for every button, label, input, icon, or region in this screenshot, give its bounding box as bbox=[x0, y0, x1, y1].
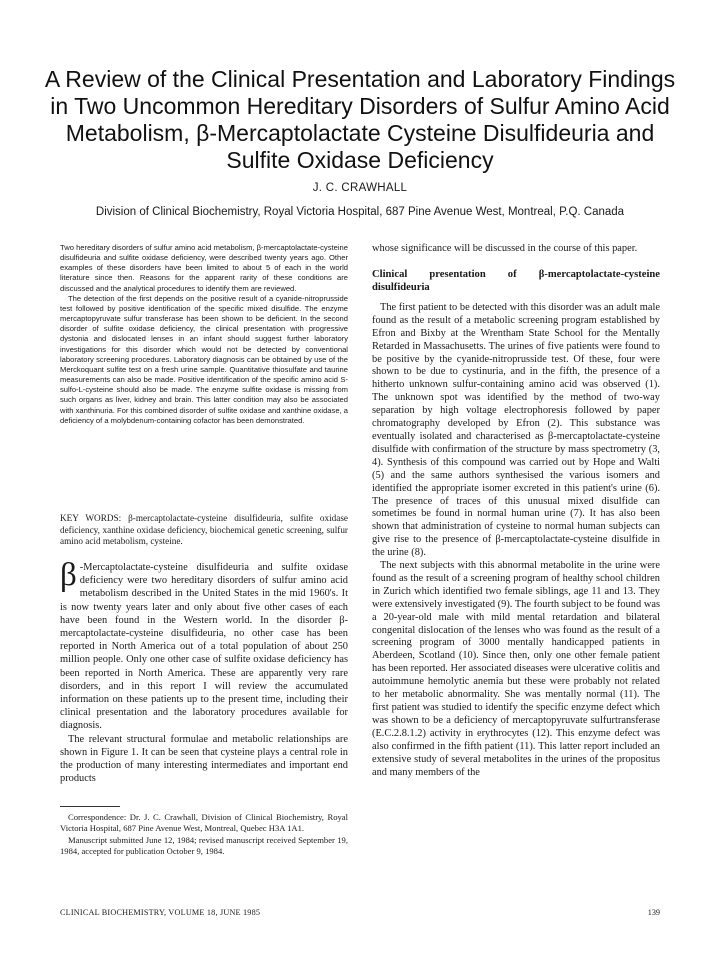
intro-paragraph bbox=[60, 557, 348, 733]
article-title: A Review of the Clinical Presentation and Laboratory Findings in Two Uncommon Hereditary Disorders of Sulfur Amino Acid Metabolism, β-Mercaptolactate Cysteine Disulfideuria and Sulfite Oxidase Deficiency bbox=[44, 66, 676, 173]
correspondence-note: Correspondence: Dr. J. C. Crawhall, Division of Clinical Biochemistry, Royal Victoria Hospital, 687 Pine Avenue West, Montreal, Quebec H3A 1A1. bbox=[60, 812, 348, 834]
body-paragraph: The first patient to be detected with this disorder was an adult male found as the result of a metabolic screening program established by Efron and Bixby at the Wrentham State School for the Mentally Retarded in Massachusetts. The urines of five patients were found to be positive by the cyanide-nitroprusside test. Of these, four were shown to be due to cystinuria, and in the fifth, the presence of a hitherto unknown sulfur-containing amino acid was observed (1). The unknown spot was identified by the method of two-way separation by high voltage electrophoresis followed by paper chromatography developed by Efron (2). This substance was eventually isolated and characterised as β-mercaptolactate-cysteine disulfide with confirmation of the structure by mass spectrometry (3, 4). Synthesis of this compound was carried out by Hope and Walti (5) and the same authors synthesised the various isomers and identified the appropriate isomer excreted in this patient's urine (6). The presence of traces of this unusual mixed disulfide can sometimes be found in normal human urine (7). It has also been shown that administration of cysteine to normal human subjects can give rise to the presence of β-mercaptolactate-cysteine disulfide in the urine (8). bbox=[372, 301, 660, 559]
page-number: 139 bbox=[647, 908, 660, 917]
keywords: KEY WORDS: β-mercaptolactate-cysteine disulfideuria, sulfite oxidase deficiency, xanthine oxidase deficiency, biochemical genetic screening, sulfur amino acid metabolism, cysteine. bbox=[60, 513, 348, 547]
author-name: J. C. CRAWHALL bbox=[312, 182, 408, 194]
right-column bbox=[372, 243, 660, 779]
footnote-divider bbox=[60, 806, 120, 807]
continuation-text: whose significance will be discussed in the course of this paper. bbox=[372, 243, 638, 254]
introduction bbox=[60, 557, 348, 785]
abstract-paragraph: Two hereditary disorders of sulfur amino acid metabolism, β-mercaptolactate-cysteine disulfideuria and sulfite oxidase deficiency, were described twenty years ago. Other examples of these disorders have been limited to about 5 of each in the world literature since then. Reasons for the apparent rarity of these conditions are discussed and the analytical procedures to identify them are reviewed. bbox=[60, 243, 348, 293]
drop-cap: β bbox=[60, 557, 77, 593]
abstract-paragraph: The detection of the first depends on the positive result of a cyanide-nitroprusside test followed by positive identification of the specific mixed disulfide. The enzyme mercaptopyruvate sulfur transferase has been shown to be deficient. In the second disorder of sulfite oxidase deficiency, the clinical presentation with progressive dystonia and dislocated lenses in an infant should suggest further laboratory investigations for this disorder which would not be detected by conventional laboratory screening procedures. Laboratory diagnosis can be obtained by use of the Merckoquant sulfite test on a fresh urine sample. Quantitative thiosulfate and taurine measurements can also be made. Positive identification of the specific amino acid S-sulfo-L-cysteine should also be made. The enzyme sulfite oxidase is missing from such organs as liver, kidney and brain. This latter condition may also be associated with xanthinuria. For this combined disorder of sulfite oxidase and xanthine oxidase, a deficiency of a molybdenum-containing cofactor has been demonstrated. bbox=[60, 293, 348, 425]
intro-paragraph-text: -Mercaptolactate-cysteine disulfideuria and sulfite oxidase deficiency were two hereditary disorders of sulfur amino acid metabolism described in the United States in the mid 1960's. It is now twenty years later and only about five other cases of each have been found in the Western world. In the disorder β-mercaptolactate-cysteine disulfideuria, no other case has been reported in North America out of a total population of about 250 million people. Only one other case of sulfite oxidase deficiency has been reported in North America. These are apparently very rare disorders, and in this report I will review the accumulated information on these patients up to the present time, including their clinical presentation and the laboratory procedures available for diagnosis. bbox=[60, 562, 348, 732]
journal-footer: CLINICAL BIOCHEMISTRY, VOLUME 18, JUNE 1985 bbox=[60, 908, 261, 917]
footnote bbox=[60, 812, 348, 858]
section-heading: Clinical presentation of β-mercaptolactate-cysteine disulfideuria bbox=[372, 268, 660, 293]
body-paragraph: The next subjects with this abnormal metabolite in the urine were found as the result of a screening program of healthy school children in Zurich which identified two female siblings, age 11 and 13. They were extensively investigated (9). The fourth subject to be found was a 20-year-old male with mild mental retardation and bilateral congenital dislocation of the lenses who was found as the result of a screening program of 3000 mentally handicapped patients in Aberdeen, Scotland (10). Since then, only one other female patient has been reported. Her associated diseases were ulcerative colitis and autoimmune hemolytic anemia but these were probably not related to her metabolic abnormality. She was mentally normal (11). The first patient was studied to identify the specific enzyme defect which was shown to be a deficiency of mercaptopyruvate sulfurtransferase (E.C.2.8.1.2) activity in erythrocytes (12). This enzyme defect was also confirmed in the fifth patient (11). This latter report included an extensive study of several metabolites in the urines of the propositus and many members of the bbox=[372, 560, 660, 778]
author-affiliation: Division of Clinical Biochemistry, Royal Victoria Hospital, 687 Pine Avenue West, Montreal, P.Q. Canada bbox=[95, 206, 625, 218]
intro-paragraph: The relevant structural formulae and metabolic relationships are shown in Figure 1. It can be seen that cysteine plays a central role in the production of many interesting intermediates and important end products bbox=[60, 733, 348, 785]
manuscript-dates-note: Manuscript submitted June 12, 1984; revised manuscript received September 19, 1984, accepted for publication October 9, 1984. bbox=[60, 834, 348, 857]
abstract bbox=[60, 243, 348, 426]
